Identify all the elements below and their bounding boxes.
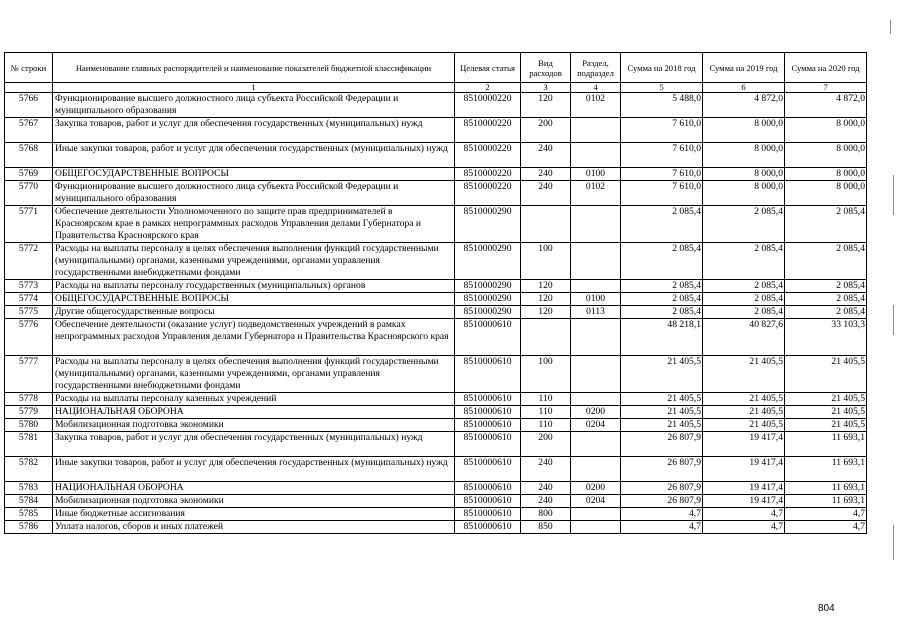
row-name-cell: Другие общегосударственные вопросы bbox=[53, 306, 455, 319]
sum-2019-cell: 8 000,0 bbox=[703, 143, 785, 168]
sum-2020-cell: 8 000,0 bbox=[785, 168, 867, 181]
sum-2018-cell: 2 085,4 bbox=[621, 243, 703, 280]
sum-2019-cell: 2 085,4 bbox=[703, 280, 785, 293]
sum-2020-cell: 33 103,3 bbox=[785, 319, 867, 356]
row-name-cell: Обеспечение деятельности (оказание услуг) подведомственных учреждений в рамках непрограммных расходов Управления делами Губернатора и Правительства Красноярского края bbox=[53, 319, 455, 356]
target-article-cell: 8510000220 bbox=[455, 93, 521, 118]
sum-2019-cell: 21 405,5 bbox=[703, 356, 785, 393]
sum-2018-cell: 21 405,5 bbox=[621, 356, 703, 393]
row-number-cell: 5766 bbox=[5, 93, 53, 118]
row-number-cell: 5768 bbox=[5, 143, 53, 168]
scan-edge-mark bbox=[893, 175, 894, 215]
row-name-cell: Иные бюджетные ассигнования bbox=[53, 508, 455, 521]
column-number: 1 bbox=[53, 83, 455, 93]
target-article-cell: 8510000610 bbox=[455, 406, 521, 419]
expense-type-cell: 850 bbox=[521, 521, 571, 534]
table-row bbox=[5, 432, 867, 457]
row-name-cell: Иные закупки товаров, работ и услуг для обеспечения государственных (муниципальных) нужд bbox=[53, 457, 455, 482]
sum-2020-cell: 8 000,0 bbox=[785, 181, 867, 206]
expense-type-cell: 240 bbox=[521, 457, 571, 482]
row-number-cell: 5778 bbox=[5, 393, 53, 406]
scan-edge-mark bbox=[890, 20, 891, 34]
table-row bbox=[5, 118, 867, 143]
sum-2018-cell: 7 610,0 bbox=[621, 181, 703, 206]
row-number-cell: 5769 bbox=[5, 168, 53, 181]
expense-type-cell: 240 bbox=[521, 495, 571, 508]
target-article-cell: 8510000290 bbox=[455, 243, 521, 280]
table-row bbox=[5, 508, 867, 521]
target-article-cell: 8510000220 bbox=[455, 143, 521, 168]
row-number-cell: 5775 bbox=[5, 306, 53, 319]
target-article-cell: 8510000610 bbox=[455, 457, 521, 482]
row-number-cell: 5776 bbox=[5, 319, 53, 356]
expense-type-cell bbox=[521, 206, 571, 243]
target-article-cell: 8510000610 bbox=[455, 393, 521, 406]
sum-2019-cell: 19 417,4 bbox=[703, 457, 785, 482]
sum-2020-cell: 2 085,4 bbox=[785, 243, 867, 280]
row-name-cell: Уплата налогов, сборов и иных платежей bbox=[53, 521, 455, 534]
row-name-cell: НАЦИОНАЛЬНАЯ ОБОРОНА bbox=[53, 406, 455, 419]
row-name-cell: Закупка товаров, работ и услуг для обеспечения государственных (муниципальных) нужд bbox=[53, 432, 455, 457]
sum-2019-cell: 19 417,4 bbox=[703, 482, 785, 495]
column-number: 6 bbox=[703, 83, 785, 93]
table-row bbox=[5, 293, 867, 306]
row-name-cell: ОБЩЕГОСУДАРСТВЕННЫЕ ВОПРОСЫ bbox=[53, 168, 455, 181]
table-row bbox=[5, 93, 867, 118]
sum-2018-cell: 21 405,5 bbox=[621, 393, 703, 406]
expense-type-cell: 120 bbox=[521, 293, 571, 306]
expense-type-cell: 120 bbox=[521, 280, 571, 293]
table-row bbox=[5, 168, 867, 181]
expense-type-cell: 240 bbox=[521, 181, 571, 206]
section-cell: 0200 bbox=[571, 406, 621, 419]
expense-type-cell: 110 bbox=[521, 393, 571, 406]
sum-2020-cell: 21 405,5 bbox=[785, 393, 867, 406]
sum-2018-cell: 7 610,0 bbox=[621, 143, 703, 168]
expense-type-cell bbox=[521, 319, 571, 356]
header-row-number: № строки bbox=[5, 53, 53, 83]
expense-type-cell: 120 bbox=[521, 93, 571, 118]
section-cell bbox=[571, 280, 621, 293]
sum-2019-cell: 40 827,6 bbox=[703, 319, 785, 356]
row-name-cell: Расходы на выплаты персоналу в целях обеспечения выполнения функций государственными (муниципальными) органами, казенными учреждениями, органами управления государственными внебюджетными фондами bbox=[53, 243, 455, 280]
row-name-cell: Функционирование высшего должностного лица субъекта Российской Федерации и муниципального образования bbox=[53, 93, 455, 118]
sum-2020-cell: 4,7 bbox=[785, 508, 867, 521]
row-number-cell: 5774 bbox=[5, 293, 53, 306]
section-cell bbox=[571, 143, 621, 168]
sum-2020-cell: 21 405,5 bbox=[785, 356, 867, 393]
sum-2020-cell: 11 693,1 bbox=[785, 482, 867, 495]
section-cell bbox=[571, 118, 621, 143]
row-name-cell: Иные закупки товаров, работ и услуг для обеспечения государственных (муниципальных) нужд bbox=[53, 143, 455, 168]
row-number-cell: 5779 bbox=[5, 406, 53, 419]
section-cell: 0100 bbox=[571, 168, 621, 181]
header-name: Наименование главных распорядителей и наименование показателей бюджетной классификации bbox=[53, 53, 455, 83]
section-cell bbox=[571, 319, 621, 356]
section-cell: 0200 bbox=[571, 482, 621, 495]
row-name-cell: Обеспечение деятельности Уполномоченного по защите прав предпринимателей в Красноярском крае в рамках непрограммных расходов Управления делами Губернатора и Правительства Красноярского края bbox=[53, 206, 455, 243]
row-number-cell: 5767 bbox=[5, 118, 53, 143]
section-cell: 0113 bbox=[571, 306, 621, 319]
sum-2018-cell: 2 085,4 bbox=[621, 306, 703, 319]
sum-2019-cell: 4,7 bbox=[703, 521, 785, 534]
table-row bbox=[5, 306, 867, 319]
sum-2020-cell: 21 405,5 bbox=[785, 419, 867, 432]
sum-2018-cell: 21 405,5 bbox=[621, 406, 703, 419]
row-name-cell: Расходы на выплаты персоналу в целях обеспечения выполнения функций государственными (муниципальными) органами, казенными учреждениями, органами управления государственными внебюджетными фондами bbox=[53, 356, 455, 393]
sum-2020-cell: 8 000,0 bbox=[785, 143, 867, 168]
section-cell bbox=[571, 206, 621, 243]
row-name-cell: Функционирование высшего должностного лица субъекта Российской Федерации и муниципального образования bbox=[53, 181, 455, 206]
expense-type-cell: 100 bbox=[521, 243, 571, 280]
sum-2019-cell: 4 872,0 bbox=[703, 93, 785, 118]
table-row bbox=[5, 319, 867, 356]
sum-2020-cell: 11 693,1 bbox=[785, 457, 867, 482]
row-number-cell: 5782 bbox=[5, 457, 53, 482]
section-cell bbox=[571, 432, 621, 457]
row-name-cell: НАЦИОНАЛЬНАЯ ОБОРОНА bbox=[53, 482, 455, 495]
column-number: 7 bbox=[785, 83, 867, 93]
section-cell: 0204 bbox=[571, 419, 621, 432]
row-number-cell: 5781 bbox=[5, 432, 53, 457]
scan-edge-mark bbox=[893, 525, 894, 560]
expense-type-cell: 200 bbox=[521, 118, 571, 143]
table-row bbox=[5, 243, 867, 280]
column-number-row bbox=[5, 83, 867, 93]
column-number: 3 bbox=[521, 83, 571, 93]
expense-type-cell: 100 bbox=[521, 356, 571, 393]
sum-2019-cell: 19 417,4 bbox=[703, 495, 785, 508]
sum-2018-cell: 4,7 bbox=[621, 521, 703, 534]
table-row bbox=[5, 181, 867, 206]
table-row bbox=[5, 206, 867, 243]
section-cell: 0102 bbox=[571, 181, 621, 206]
sum-2019-cell: 2 085,4 bbox=[703, 293, 785, 306]
table-header-row bbox=[5, 53, 867, 83]
expense-type-cell: 120 bbox=[521, 306, 571, 319]
sum-2018-cell: 26 807,9 bbox=[621, 457, 703, 482]
row-name-cell: Закупка товаров, работ и услуг для обеспечения государственных (муниципальных) нужд bbox=[53, 118, 455, 143]
section-cell bbox=[571, 356, 621, 393]
column-number: 2 bbox=[455, 83, 521, 93]
target-article-cell: 8510000290 bbox=[455, 293, 521, 306]
row-number-cell: 5783 bbox=[5, 482, 53, 495]
table-row bbox=[5, 280, 867, 293]
target-article-cell: 8510000610 bbox=[455, 432, 521, 457]
row-name-cell: ОБЩЕГОСУДАРСТВЕННЫЕ ВОПРОСЫ bbox=[53, 293, 455, 306]
sum-2018-cell: 2 085,4 bbox=[621, 280, 703, 293]
scan-edge-mark bbox=[893, 305, 894, 335]
header-sum-2018: Сумма на 2018 год bbox=[621, 53, 703, 83]
target-article-cell: 8510000220 bbox=[455, 118, 521, 143]
target-article-cell: 8510000220 bbox=[455, 181, 521, 206]
sum-2020-cell: 11 693,1 bbox=[785, 495, 867, 508]
row-number-cell: 5780 bbox=[5, 419, 53, 432]
target-article-cell: 8510000610 bbox=[455, 508, 521, 521]
table-row bbox=[5, 393, 867, 406]
sum-2020-cell: 2 085,4 bbox=[785, 206, 867, 243]
table-row bbox=[5, 419, 867, 432]
sum-2019-cell: 8 000,0 bbox=[703, 181, 785, 206]
table-row bbox=[5, 356, 867, 393]
section-cell bbox=[571, 508, 621, 521]
row-name-cell: Мобилизационная подготовка экономики bbox=[53, 419, 455, 432]
row-number-cell: 5772 bbox=[5, 243, 53, 280]
page-number: 804 bbox=[818, 603, 835, 614]
section-cell: 0204 bbox=[571, 495, 621, 508]
section-cell bbox=[571, 521, 621, 534]
row-number-cell: 5786 bbox=[5, 521, 53, 534]
sum-2020-cell: 21 405,5 bbox=[785, 406, 867, 419]
section-cell bbox=[571, 457, 621, 482]
sum-2020-cell: 4 872,0 bbox=[785, 93, 867, 118]
table-row bbox=[5, 457, 867, 482]
row-name-cell: Мобилизационная подготовка экономики bbox=[53, 495, 455, 508]
sum-2018-cell: 7 610,0 bbox=[621, 118, 703, 143]
sum-2019-cell: 21 405,5 bbox=[703, 393, 785, 406]
target-article-cell: 8510000610 bbox=[455, 495, 521, 508]
expense-type-cell: 240 bbox=[521, 168, 571, 181]
sum-2019-cell: 2 085,4 bbox=[703, 243, 785, 280]
sum-2020-cell: 2 085,4 bbox=[785, 293, 867, 306]
target-article-cell: 8510000220 bbox=[455, 168, 521, 181]
header-target-article: Целевая статья bbox=[455, 53, 521, 83]
sum-2018-cell: 26 807,9 bbox=[621, 495, 703, 508]
budget-table bbox=[4, 52, 867, 534]
table-row bbox=[5, 406, 867, 419]
section-cell bbox=[571, 243, 621, 280]
row-number-cell: 5777 bbox=[5, 356, 53, 393]
row-number-cell: 5773 bbox=[5, 280, 53, 293]
sum-2019-cell: 4,7 bbox=[703, 508, 785, 521]
row-name-cell: Расходы на выплаты персоналу казенных учреждений bbox=[53, 393, 455, 406]
sum-2019-cell: 21 405,5 bbox=[703, 406, 785, 419]
sum-2018-cell: 4,7 bbox=[621, 508, 703, 521]
section-cell bbox=[571, 393, 621, 406]
header-expense-type: Вид расходов bbox=[521, 53, 571, 83]
table-row bbox=[5, 495, 867, 508]
target-article-cell: 8510000610 bbox=[455, 356, 521, 393]
expense-type-cell: 240 bbox=[521, 143, 571, 168]
sum-2018-cell: 2 085,4 bbox=[621, 206, 703, 243]
header-sum-2019: Сумма на 2019 год bbox=[703, 53, 785, 83]
row-number-cell: 5785 bbox=[5, 508, 53, 521]
expense-type-cell: 240 bbox=[521, 482, 571, 495]
sum-2020-cell: 8 000,0 bbox=[785, 118, 867, 143]
target-article-cell: 8510000610 bbox=[455, 482, 521, 495]
target-article-cell: 8510000610 bbox=[455, 319, 521, 356]
sum-2018-cell: 7 610,0 bbox=[621, 168, 703, 181]
sum-2019-cell: 21 405,5 bbox=[703, 419, 785, 432]
sum-2020-cell: 2 085,4 bbox=[785, 306, 867, 319]
expense-type-cell: 200 bbox=[521, 432, 571, 457]
column-number: 5 bbox=[621, 83, 703, 93]
sum-2018-cell: 26 807,9 bbox=[621, 482, 703, 495]
sum-2019-cell: 8 000,0 bbox=[703, 168, 785, 181]
sum-2020-cell: 4,7 bbox=[785, 521, 867, 534]
section-cell: 0102 bbox=[571, 93, 621, 118]
header-sum-2020: Сумма на 2020 год bbox=[785, 53, 867, 83]
table-row bbox=[5, 143, 867, 168]
target-article-cell: 8510000290 bbox=[455, 280, 521, 293]
row-name-cell: Расходы на выплаты персоналу государственных (муниципальных) органов bbox=[53, 280, 455, 293]
sum-2018-cell: 26 807,9 bbox=[621, 432, 703, 457]
target-article-cell: 8510000290 bbox=[455, 206, 521, 243]
sum-2018-cell: 2 085,4 bbox=[621, 293, 703, 306]
table-row bbox=[5, 482, 867, 495]
table-row bbox=[5, 521, 867, 534]
section-cell: 0100 bbox=[571, 293, 621, 306]
sum-2019-cell: 2 085,4 bbox=[703, 306, 785, 319]
sum-2019-cell: 19 417,4 bbox=[703, 432, 785, 457]
row-number-cell: 5784 bbox=[5, 495, 53, 508]
target-article-cell: 8510000290 bbox=[455, 306, 521, 319]
sum-2018-cell: 21 405,5 bbox=[621, 419, 703, 432]
row-number-cell: 5770 bbox=[5, 181, 53, 206]
column-number: 4 bbox=[571, 83, 621, 93]
header-section: Раздел, подраздел bbox=[571, 53, 621, 83]
expense-type-cell: 800 bbox=[521, 508, 571, 521]
sum-2018-cell: 5 488,0 bbox=[621, 93, 703, 118]
target-article-cell: 8510000610 bbox=[455, 419, 521, 432]
sum-2018-cell: 48 218,1 bbox=[621, 319, 703, 356]
target-article-cell: 8510000610 bbox=[455, 521, 521, 534]
row-number-cell: 5771 bbox=[5, 206, 53, 243]
sum-2019-cell: 8 000,0 bbox=[703, 118, 785, 143]
sum-2019-cell: 2 085,4 bbox=[703, 206, 785, 243]
expense-type-cell: 110 bbox=[521, 419, 571, 432]
sum-2020-cell: 11 693,1 bbox=[785, 432, 867, 457]
sum-2020-cell: 2 085,4 bbox=[785, 280, 867, 293]
expense-type-cell: 110 bbox=[521, 406, 571, 419]
